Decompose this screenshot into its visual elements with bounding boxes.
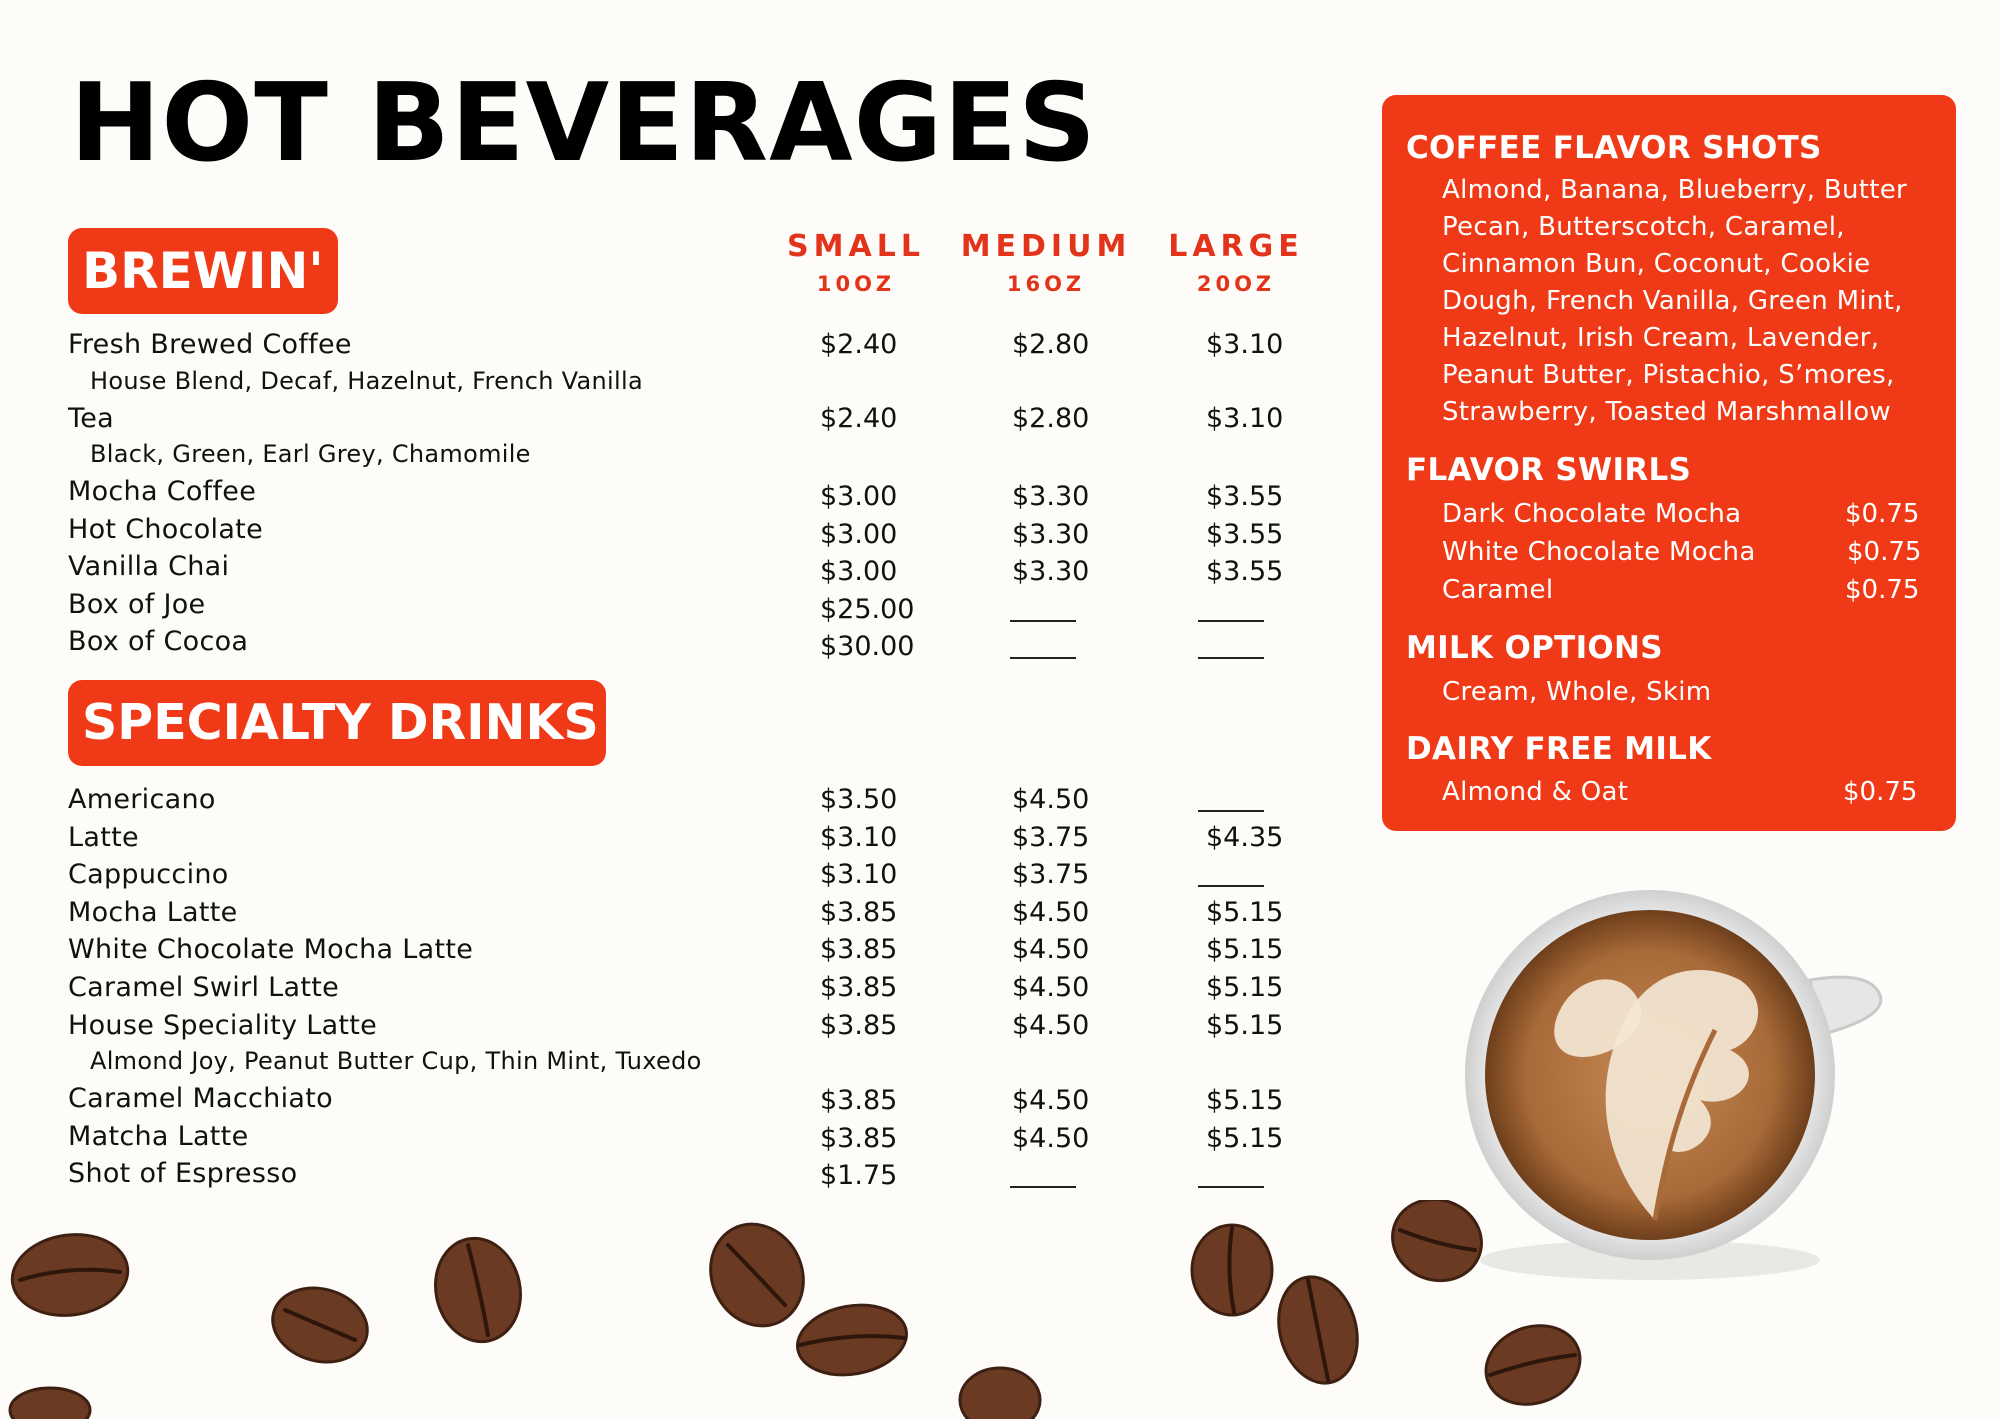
price-small: $1.75	[820, 1160, 898, 1192]
price-medium: $2.80	[1012, 402, 1090, 434]
price-medium: $4.50	[1012, 1122, 1090, 1154]
price-medium: $4.50	[1012, 972, 1090, 1003]
price-medium: $4.50	[1012, 934, 1090, 966]
column-size-small: 10OZ	[816, 272, 896, 296]
price-small: $3.85	[820, 896, 898, 928]
price-medium: $3.75	[1012, 821, 1090, 853]
dairy-free-price: $0.75	[1843, 777, 1918, 807]
item-name: Fresh Brewed Coffee	[68, 329, 352, 360]
price-large: $5.15	[1206, 1085, 1284, 1117]
section-heading-specialty: SPECIALTY DRINKS	[68, 680, 606, 766]
price-large: $5.15	[1206, 934, 1284, 966]
price-medium: $3.75	[1012, 859, 1090, 891]
column-header-medium: MEDIUM	[960, 229, 1132, 264]
price-small: $3.00	[820, 518, 898, 550]
item-name: Mocha Latte	[68, 896, 238, 928]
price-large: $3.55	[1206, 481, 1284, 512]
price-medium: $4.50	[1012, 784, 1090, 815]
swirl-name: White Chocolate Mocha	[1442, 537, 1756, 567]
price-large: $3.10	[1206, 402, 1284, 434]
dairy-free-name: Almond & Oat	[1442, 777, 1629, 807]
price-large: $5.15	[1206, 1009, 1284, 1041]
price-medium: $3.30	[1012, 481, 1090, 512]
flavor-shots-line: Pecan, Butterscotch, Caramel,	[1442, 212, 1845, 242]
price-small: $3.85	[820, 1122, 898, 1154]
item-name: Caramel Macchiato	[68, 1083, 333, 1115]
price-small: $3.85	[820, 972, 898, 1003]
price-unavailable-large	[1198, 810, 1264, 812]
item-description: House Blend, Decaf, Hazelnut, French Vanilla	[90, 366, 643, 395]
panel-heading-flavor-shots: COFFEE FLAVOR SHOTS	[1406, 130, 1822, 166]
swirl-price: $0.75	[1845, 575, 1920, 605]
price-medium: $4.50	[1012, 1009, 1090, 1041]
item-name: Tea	[68, 402, 114, 434]
item-name: Box of Joe	[68, 588, 206, 620]
item-name: Cappuccino	[68, 859, 229, 891]
panel-heading-milk-options: MILK OPTIONS	[1406, 630, 1663, 666]
price-large: $3.55	[1206, 518, 1284, 550]
item-name: Box of Cocoa	[68, 626, 249, 657]
milk-options-text: Cream, Whole, Skim	[1442, 677, 1712, 707]
price-small: $3.10	[820, 821, 898, 853]
price-large: $3.10	[1206, 329, 1284, 360]
item-description: Black, Green, Earl Grey, Chamomile	[90, 440, 531, 468]
section-heading-brewin: BREWIN'	[68, 228, 338, 314]
price-large: $3.55	[1206, 556, 1284, 587]
panel-heading-flavor-swirls: FLAVOR SWIRLS	[1406, 452, 1692, 488]
item-name: Hot Chocolate	[68, 513, 263, 545]
item-name: Caramel Swirl Latte	[68, 972, 340, 1003]
price-medium: $3.30	[1012, 518, 1090, 550]
flavor-shots-line: Hazelnut, Irish Cream, Lavender,	[1442, 323, 1880, 353]
page-title: HOT BEVERAGES	[70, 61, 1097, 186]
item-name: Matcha Latte	[68, 1120, 249, 1152]
price-unavailable-medium	[1010, 1186, 1076, 1188]
price-unavailable-large	[1198, 1186, 1264, 1188]
item-name: White Chocolate Mocha Latte	[68, 934, 474, 966]
column-header-large: LARGE	[1168, 229, 1304, 264]
price-unavailable-large	[1198, 620, 1264, 622]
item-name: House Speciality Latte	[68, 1009, 378, 1041]
add-ons-panel	[1382, 95, 1956, 831]
price-medium: $4.50	[1012, 1085, 1090, 1117]
column-size-large: 20OZ	[1196, 272, 1276, 296]
swirl-price: $0.75	[1845, 499, 1920, 529]
price-medium: $3.30	[1012, 556, 1090, 587]
price-medium: $4.50	[1012, 896, 1090, 928]
price-unavailable-large	[1198, 885, 1264, 887]
price-small: $2.40	[820, 402, 898, 434]
column-header-small: SMALL	[787, 229, 925, 264]
item-description: Almond Joy, Peanut Butter Cup, Thin Mint, Tuxedo	[90, 1047, 702, 1076]
price-unavailable-medium	[1010, 620, 1076, 622]
price-large: $5.15	[1206, 1122, 1284, 1154]
price-small: $25.00	[820, 593, 915, 625]
price-small: $30.00	[820, 631, 915, 662]
price-small: $3.85	[820, 1009, 898, 1041]
price-small: $2.40	[820, 329, 898, 360]
price-small: $3.85	[820, 934, 898, 966]
panel-heading-dairy-free: DAIRY FREE MILK	[1406, 731, 1712, 767]
price-small: $3.50	[820, 784, 898, 815]
price-small: $3.85	[820, 1085, 898, 1117]
item-name: Shot of Espresso	[68, 1158, 298, 1190]
flavor-shots-line: Dough, French Vanilla, Green Mint,	[1442, 286, 1903, 316]
price-unavailable-large	[1198, 657, 1264, 659]
flavor-shots-line: Peanut Butter, Pistachio, S’mores,	[1442, 360, 1895, 390]
price-large: $4.35	[1206, 821, 1284, 853]
price-medium: $2.80	[1012, 329, 1090, 360]
price-small: $3.00	[820, 481, 898, 512]
item-name: Vanilla Chai	[68, 551, 230, 582]
flavor-shots-line: Almond, Banana, Blueberry, Butter	[1442, 175, 1908, 205]
item-name: Latte	[68, 821, 139, 853]
coffee-beans-image	[0, 1200, 2000, 1419]
swirl-price: $0.75	[1847, 537, 1922, 567]
flavor-shots-line: Strawberry, Toasted Marshmallow	[1442, 397, 1891, 427]
swirl-name: Dark Chocolate Mocha	[1442, 499, 1742, 529]
price-large: $5.15	[1206, 972, 1284, 1003]
price-small: $3.10	[820, 859, 898, 891]
item-name: Americano	[68, 784, 216, 815]
column-size-medium: 16OZ	[1006, 272, 1086, 296]
price-large: $5.15	[1206, 896, 1284, 928]
price-small: $3.00	[820, 556, 898, 587]
swirl-name: Caramel	[1442, 575, 1554, 605]
item-name: Mocha Coffee	[68, 476, 257, 507]
flavor-shots-line: Cinnamon Bun, Coconut, Cookie	[1442, 249, 1871, 279]
price-unavailable-medium	[1010, 657, 1076, 659]
